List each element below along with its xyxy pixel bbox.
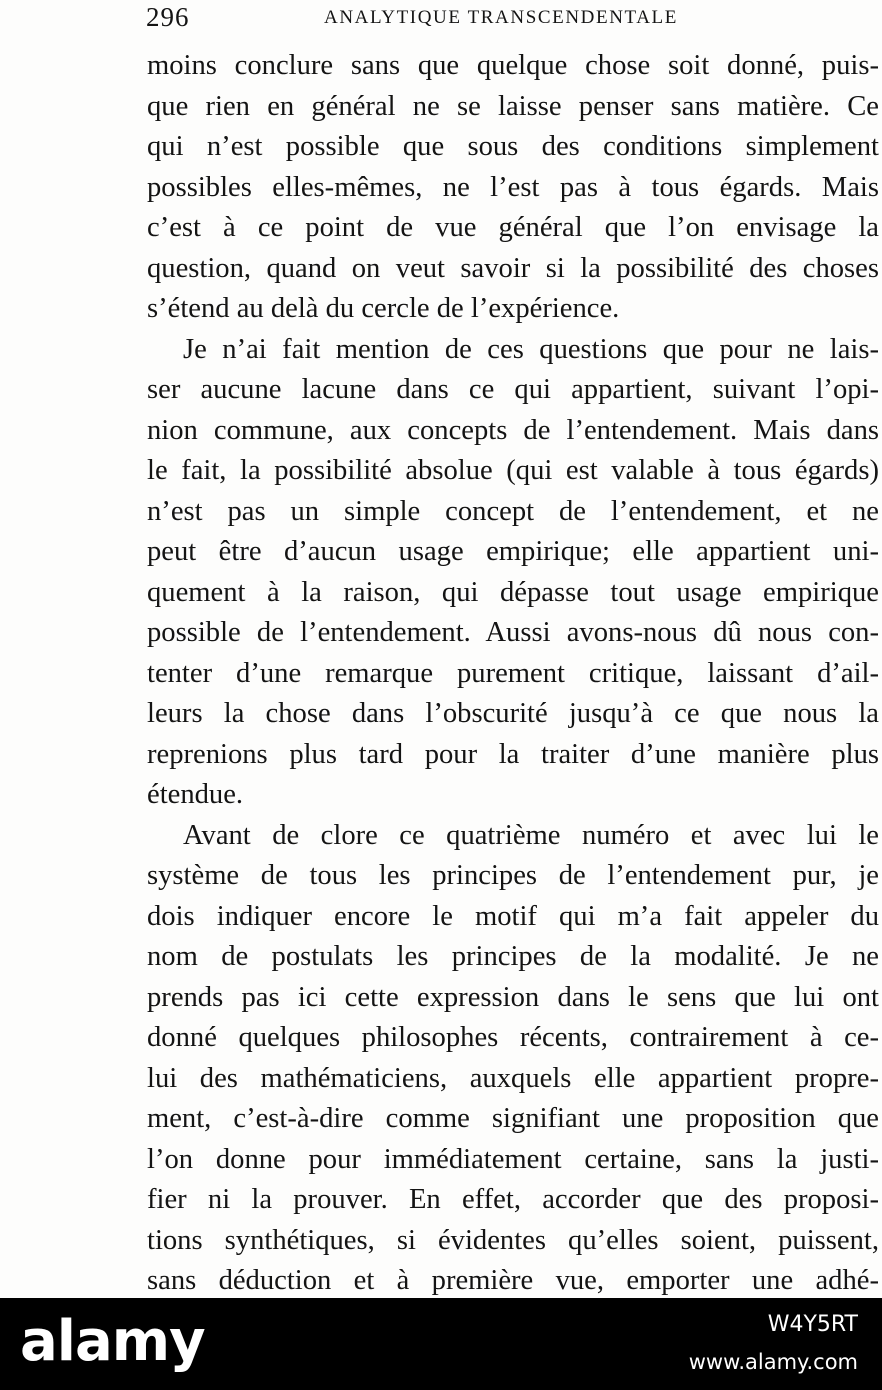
text-line: c’est à ce point de vue général que l’on envisage la: [147, 212, 879, 243]
text-line: dois indiquer encore le motif qui m’a fait appeler du: [147, 900, 879, 932]
text-line: étendue.: [147, 779, 244, 810]
text-line: Je n’ai fait mention de ces questions que pour ne lais-: [183, 333, 879, 365]
text-line: possibles elles-mêmes, ne l’est pas à tous égards. Mais: [147, 171, 879, 203]
text-line: n’est pas un simple concept de l’entendement, et ne: [147, 495, 879, 527]
text-line: possible de l’entendement. Aussi avons-nous dû nous con-: [147, 617, 879, 648]
body-text: [147, 46, 879, 1298]
text-line: nion commune, aux concepts de l’entendement. Mais dans: [147, 414, 879, 446]
text-line: reprenions plus tard pour la traiter d’une manière plus: [147, 738, 879, 770]
text-line: ser aucune lacune dans ce qui appartient, suivant l’opi-: [147, 374, 879, 405]
text-line: qui n’est possible que sous des conditions simplement: [147, 131, 879, 162]
text-line: ment, c’est-à-dire comme signifiant une proposition que: [147, 1103, 879, 1134]
stock-watermark-bar: [0, 1298, 882, 1390]
text-line: nom de postulats les principes de la modalité. Je ne: [147, 941, 879, 972]
text-line: donné quelques philosophes récents, contrairement à ce-: [147, 1022, 879, 1053]
text-line: Avant de clore ce quatrième numéro et avec lui le: [183, 819, 879, 851]
text-line: système de tous les principes de l’entendement pur, je: [147, 860, 879, 891]
text-line: le fait, la possibilité absolue (qui est valable à tous égards): [147, 455, 879, 486]
paragraph-2: [147, 330, 879, 816]
text-line: question, quand on veut savoir si la possibilité des choses: [147, 252, 879, 284]
alamy-logo: alamy: [20, 1309, 205, 1374]
text-line: lui des mathématiciens, auxquels elle appartient propre-: [147, 1062, 879, 1094]
site-url: www.alamy.com: [688, 1350, 858, 1374]
page-number: 296: [146, 2, 190, 32]
text-line: sans déduction et à première vue, emporter une adhé-: [147, 1265, 879, 1296]
text-line: prends pas ici cette expression dans le sens que lui ont: [147, 981, 879, 1013]
text-line: s’étend au delà du cercle de l’expérience.: [147, 293, 620, 324]
text-line: moins conclure sans que quelque chose soit donné, puis-: [147, 50, 879, 81]
text-line: peut être d’aucun usage empirique; elle appartient uni-: [147, 536, 879, 567]
paragraph-3: [147, 816, 879, 1299]
image-id: W4Y5RT: [767, 1312, 858, 1337]
running-head: [146, 2, 880, 32]
paragraph-1: [147, 46, 879, 330]
text-line: l’on donne pour immédiatement certaine, sans la justi-: [147, 1143, 879, 1175]
text-line: fier ni la prouver. En effet, accorder que des proposi-: [147, 1184, 879, 1215]
text-line: tions synthétiques, si évidentes qu’elles soient, puissent,: [147, 1224, 879, 1256]
text-line: leurs la chose dans l’obscurité jusqu’à ce que nous la: [147, 698, 879, 729]
text-line: quement à la raison, qui dépasse tout usage empirique: [147, 576, 879, 608]
running-title: ANALYTIQUE TRANSCENDENTALE: [324, 7, 678, 28]
text-line: que rien en général ne se laisse penser sans matière. Ce: [147, 90, 879, 122]
text-line: tenter d’une remarque purement critique, laissant d’ail-: [147, 657, 879, 689]
